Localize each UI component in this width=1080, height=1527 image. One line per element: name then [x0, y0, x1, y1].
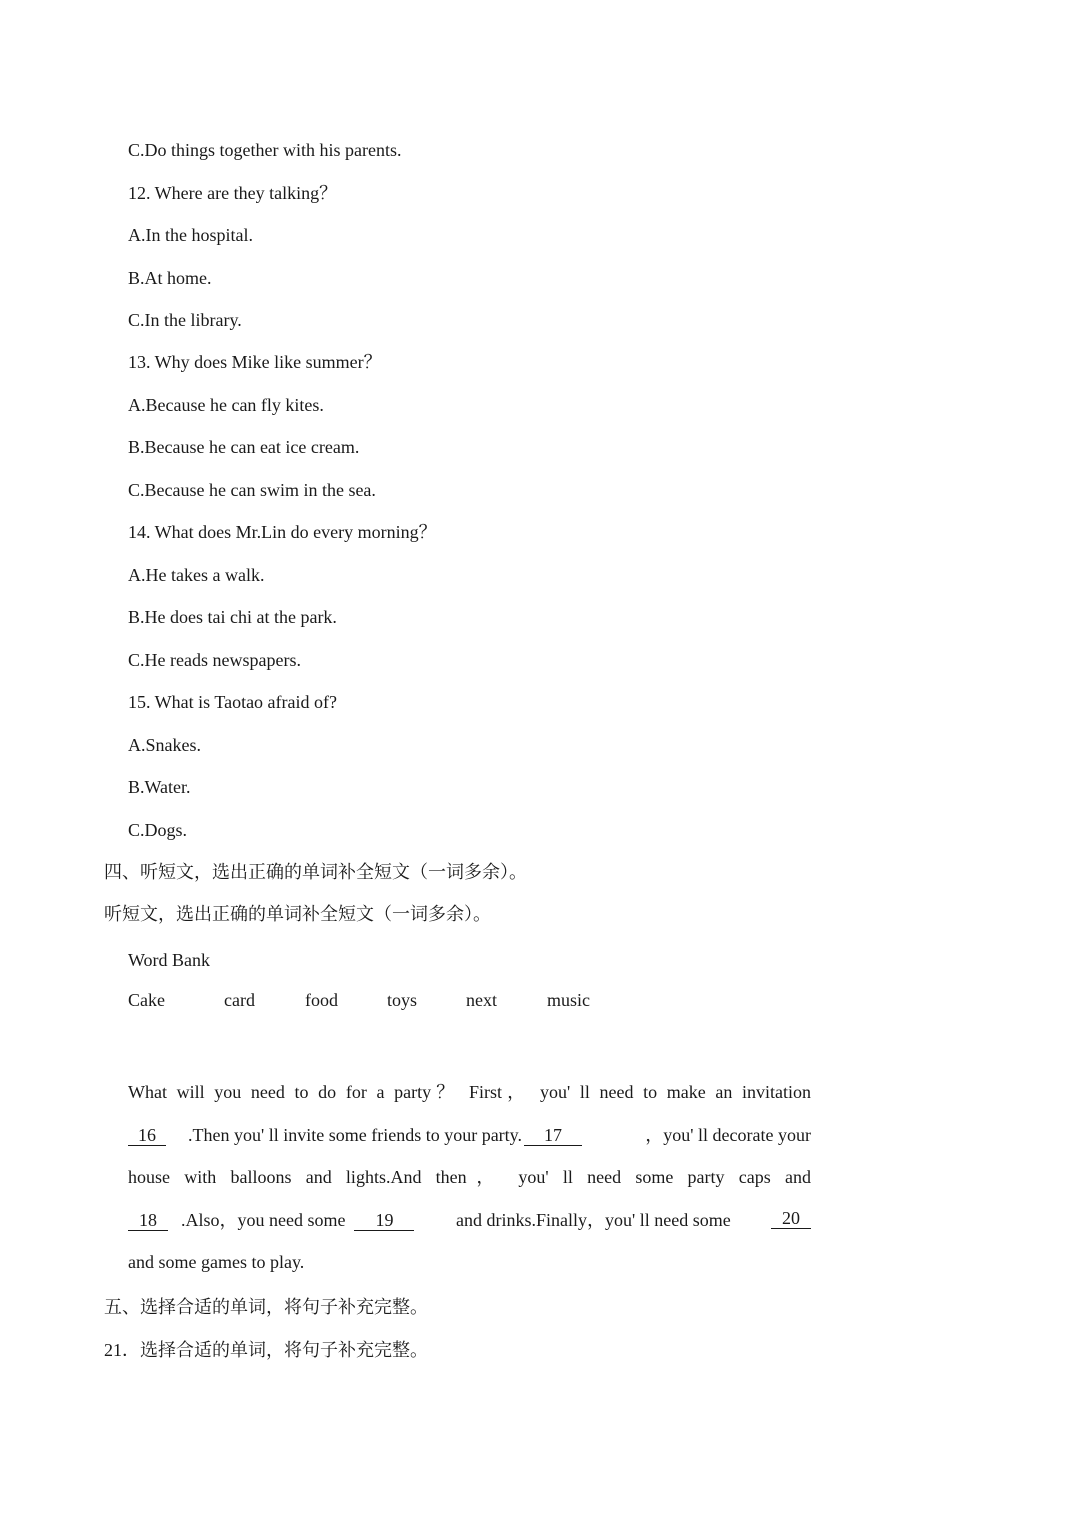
option-text: B.Because he can eat ice cream.: [128, 437, 360, 457]
question-15: 15. What is Taotao afraid of?: [128, 692, 338, 712]
word-bank-title: Word Bank: [128, 950, 211, 970]
question-14: 14. What does Mr.Lin do every morning？: [128, 522, 437, 542]
section-4-instruction: 听短文，选出正确的单词补全短文（一词多余）。: [104, 904, 491, 924]
question-13: 13. Why does Mike like summer？: [128, 352, 382, 372]
word-bank-item: food: [305, 990, 338, 1010]
blank-18[interactable]: 18: [128, 1210, 168, 1231]
passage-text: .Also，you need some: [181, 1210, 346, 1230]
word-bank-item: music: [547, 990, 590, 1010]
blank-17[interactable]: 17: [524, 1125, 582, 1146]
passage-line-3: house with balloons and lights.And then， you' ll need some party caps and: [128, 1167, 811, 1187]
option-text: C.Do things together with his parents.: [128, 140, 402, 160]
option-text: C.He reads newspapers.: [128, 650, 301, 670]
passage-line-4: [128, 1208, 811, 1232]
word-bank-item: card: [224, 990, 255, 1010]
word-bank-item: Cake: [128, 990, 165, 1010]
option-text: B.He does tai chi at the park.: [128, 607, 337, 627]
option-text: C.Dogs.: [128, 820, 188, 840]
passage-line-5: and some games to play.: [128, 1252, 305, 1272]
passage-text: .Then you' ll invite some friends to your party.: [188, 1125, 523, 1145]
section-4-heading: 四、听短文，选出正确的单词补全短文（一词多余）。: [104, 862, 527, 882]
question-21: 21．选择合适的单词，将句子补充完整。: [104, 1340, 428, 1360]
question-12: 12. Where are they talking？: [128, 183, 338, 203]
passage-line-2: [128, 1123, 811, 1147]
option-text: C.Because he can swim in the sea.: [128, 480, 376, 500]
option-text: B.At home.: [128, 268, 212, 288]
option-text: C.In the library.: [128, 310, 242, 330]
section-5-heading: 五、选择合适的单词，将句子补充完整。: [104, 1297, 428, 1317]
passage-text: ，you' ll decorate your: [645, 1125, 811, 1145]
option-text: B.Water.: [128, 777, 191, 797]
option-text: A.He takes a walk.: [128, 565, 265, 585]
option-text: A.Snakes.: [128, 735, 201, 755]
blank-19[interactable]: 19: [354, 1210, 414, 1231]
word-bank-item: toys: [387, 990, 418, 1010]
blank-16[interactable]: 16: [128, 1125, 166, 1146]
blank-20[interactable]: 20: [771, 1208, 811, 1229]
passage-line-1: What will you need to do for a party？ First， you' ll need to make an invitation: [128, 1082, 811, 1102]
option-text: A.In the hospital.: [128, 225, 253, 245]
option-text: A.Because he can fly kites.: [128, 395, 324, 415]
word-bank-item: next: [466, 990, 497, 1010]
passage-text: and drinks.Finally，you' ll need some: [456, 1210, 731, 1230]
